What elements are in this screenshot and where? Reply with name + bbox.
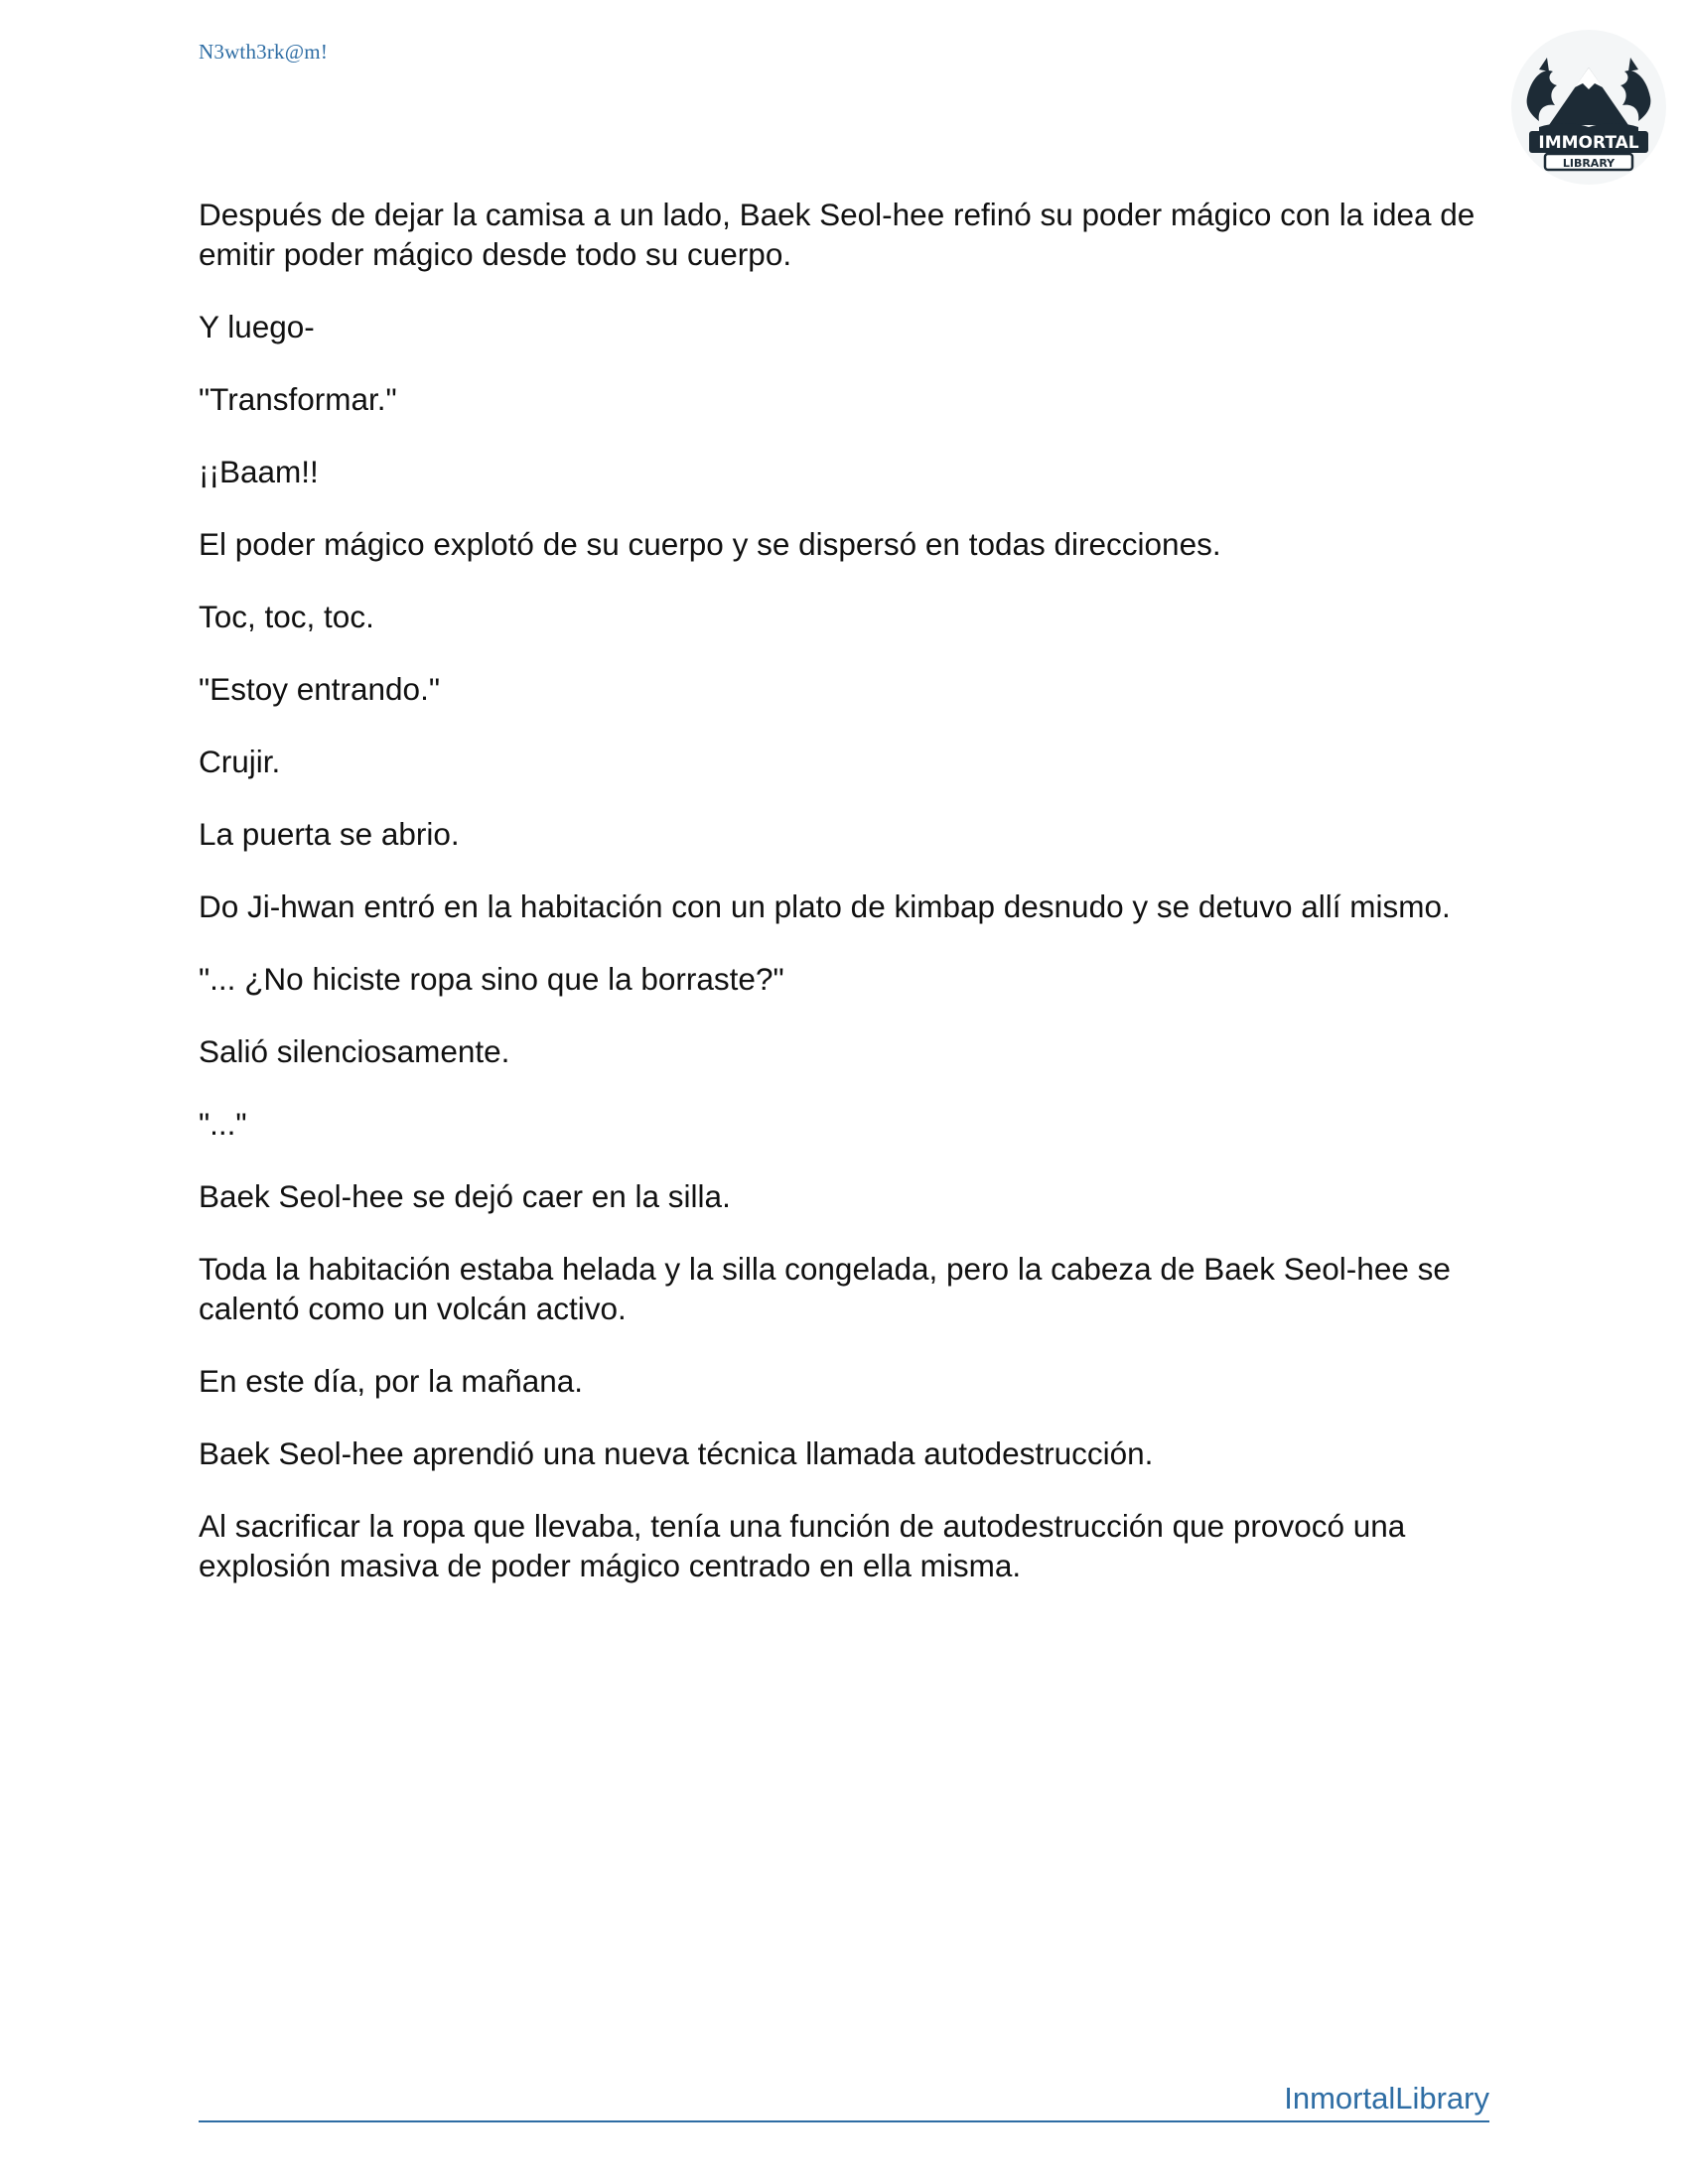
paragraph: Toc, toc, toc. xyxy=(199,599,374,634)
paragraph: Y luego- xyxy=(199,309,315,344)
footer-divider xyxy=(199,2120,1489,2122)
paragraph: "..." xyxy=(199,1106,247,1142)
paragraph: "Estoy entrando." xyxy=(199,671,441,707)
paragraph: ¡¡Baam!! xyxy=(199,454,319,489)
immortal-library-logo xyxy=(1509,28,1668,187)
logo-line1-text: IMMORTAL xyxy=(1538,133,1639,153)
paragraph: "Transformar." xyxy=(199,381,397,417)
paragraph: Crujir. xyxy=(199,744,281,779)
document-body xyxy=(199,195,1499,1618)
paragraph: Baek Seol-hee aprendió una nueva técnica llamada autodestrucción. xyxy=(199,1435,1154,1471)
footer-inmortallibrary-link[interactable]: InmortalLibrary xyxy=(1284,2081,1489,2116)
paragraph: Baek Seol-hee se dejó caer en la silla. xyxy=(199,1178,731,1214)
logo-emblem-icon xyxy=(1509,28,1668,187)
header-watermark-text: N3wth3rk@m! xyxy=(199,40,329,64)
logo-line2-text: LIBRARY xyxy=(1562,157,1616,170)
paragraph: La puerta se abrio. xyxy=(199,816,460,852)
paragraph: En este día, por la mañana. xyxy=(199,1363,583,1399)
paragraph: "... ¿No hiciste ropa sino que la borraste?" xyxy=(199,961,784,997)
paragraph: Toda la habitación estaba helada y la silla congelada, pero la cabeza de Baek Seol-hee se calentó como un volcán activo. xyxy=(199,1251,1451,1326)
paragraph: Do Ji-hwan entró en la habitación con un plato de kimbap desnudo y se detuvo allí mismo. xyxy=(199,888,1451,924)
paragraph: Salió silenciosamente. xyxy=(199,1033,510,1069)
paragraph: Al sacrificar la ropa que llevaba, tenía una función de autodestrucción que provocó una explosión masiva de poder mágico centrado en ella misma. xyxy=(199,1508,1406,1583)
paragraph: El poder mágico explotó de su cuerpo y se dispersó en todas direcciones. xyxy=(199,526,1221,562)
paragraph: Después de dejar la camisa a un lado, Baek Seol-hee refinó su poder mágico con la idea de emitir poder mágico desde todo su cuerpo. xyxy=(199,197,1476,272)
